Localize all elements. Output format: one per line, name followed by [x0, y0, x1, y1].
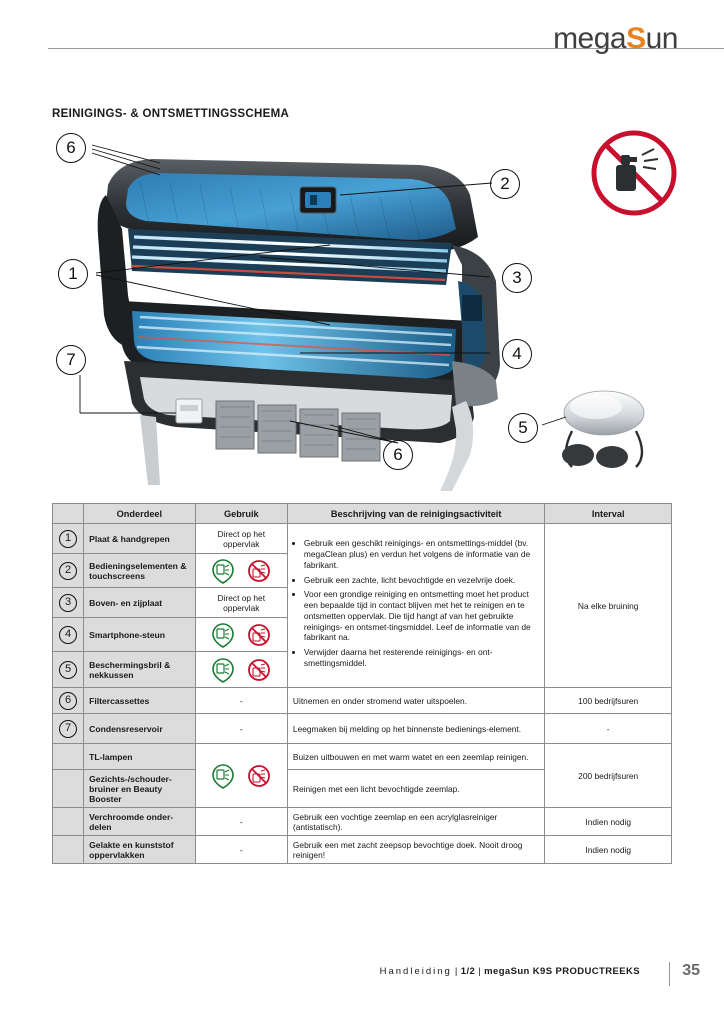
footer-divider [669, 962, 670, 986]
sunbed-illustration [0, 125, 724, 495]
row-number-cell [53, 588, 84, 618]
row-use: Direct op het oppervlak [195, 524, 287, 554]
row-use: Direct op het oppervlak [195, 588, 287, 618]
row-description: Gebruik een met zacht zeepsop bevochtige doek. Nooit droog reinigen! [287, 836, 544, 864]
table-body [53, 524, 672, 864]
th-part: Onderdeel [84, 504, 196, 524]
page-header [0, 0, 724, 70]
footer-caption [380, 966, 640, 977]
row-number-cell [53, 652, 84, 688]
callout-5: 5 [508, 413, 538, 443]
spray-forbidden-icon [244, 763, 274, 789]
footer-version: 1/2 [460, 966, 476, 977]
page-number: 35 [682, 962, 700, 979]
description-bullet-list [293, 538, 539, 668]
table-row [53, 714, 672, 744]
spray-forbidden-icon [244, 622, 274, 648]
row-use: - [195, 688, 287, 714]
cloth-allowed-icon [208, 558, 238, 584]
callout-6-top: 6 [56, 133, 86, 163]
row-number-cell [53, 618, 84, 652]
no-spray-icon [586, 125, 682, 221]
row-part-name: Bedieningselementen & touchscreens [84, 554, 196, 588]
footer-sep-1: | [454, 966, 458, 977]
spray-forbidden-icon [244, 657, 274, 683]
megasun-logo [553, 22, 678, 56]
row-description: Gebruik een vochtige zeemlap en een acrylglasreiniger (antistatisch). [287, 808, 544, 836]
merged-interval-cell: Na elke bruining [545, 524, 672, 688]
callout-6-bottom: 6 [383, 440, 413, 470]
row-number-cell [53, 770, 84, 808]
description-bullet: • Gebruik een geschikt reinigings- en ontsmettings-middel (bv. megaClean plus) en verdun het volgens de informatie van de fabrikant. [304, 538, 539, 570]
footer-product: megaSun K9S PRODUCTREEKS [484, 966, 640, 977]
table-row [53, 524, 672, 554]
logo-s-text: S [626, 22, 646, 55]
callout-3: 3 [502, 263, 532, 293]
description-bullet: • Voor een grondige reiniging en ontsmetting moet het product een bepaalde tijd in contact blijven met het te reinigen en te ontsmetten oppervlak. Die tijd hangt af van het gebruikte reinigings- en ontsmet-tingsmiddel. Leef de informatie van de fabrikant na. [304, 589, 539, 643]
th-interval: Interval [545, 504, 672, 524]
th-number [53, 504, 84, 524]
page-title: REINIGINGS- & ONTSMETTINGSSCHEMA [52, 108, 290, 120]
description-bullet: • Verwijder daarna het resterende reinigings- en ont-smettingsmiddel. [304, 647, 539, 669]
row-number-badge: 6 [59, 692, 77, 710]
row-use: - [195, 836, 287, 864]
logo-mega-text: mega [553, 22, 627, 55]
row-number-badge: 1 [59, 530, 77, 548]
cloth-allowed-icon [208, 622, 238, 648]
row-use-pictograms [195, 618, 287, 652]
row-interval: 200 bedrijfsuren [545, 744, 672, 808]
row-use: - [195, 808, 287, 836]
row-number-cell [53, 836, 84, 864]
row-number-badge: 2 [59, 562, 77, 580]
row-part-name: Filtercassettes [84, 688, 196, 714]
footer-sep-2: | [478, 966, 482, 977]
row-description: Uitnemen en onder stromend water uitspoelen. [287, 688, 544, 714]
footer-manual-label: Handleiding [379, 966, 452, 977]
table-row [53, 808, 672, 836]
callout-2: 2 [490, 169, 520, 199]
row-part-name: Gezichts-/schouder-bruiner en Beauty Booster [84, 770, 196, 808]
row-use: - [195, 714, 287, 744]
row-description: Leegmaken bij melding op het binnenste bedienings-element. [287, 714, 544, 744]
row-interval: - [545, 714, 672, 744]
cloth-allowed-icon [208, 657, 238, 683]
table-row [53, 744, 672, 770]
row-part-name: Gelakte en kunststof oppervlakken [84, 836, 196, 864]
row-number-badge: 3 [59, 594, 77, 612]
callout-1: 1 [58, 259, 88, 289]
cloth-allowed-icon [208, 763, 238, 789]
row-use-pictograms [195, 652, 287, 688]
th-use: Gebruik [195, 504, 287, 524]
spray-forbidden-icon [244, 558, 274, 584]
row-description: Buizen uitbouwen en met warm watet en een zeemlap reinigen. [287, 744, 544, 770]
row-interval: 100 bedrijfsuren [545, 688, 672, 714]
row-part-name: Verchroomde onder-delen [84, 808, 196, 836]
row-part-name: TL-lampen [84, 744, 196, 770]
row-number-cell [53, 714, 84, 744]
row-number-cell [53, 808, 84, 836]
logo-un-text: un [645, 22, 678, 55]
row-number-badge: 7 [59, 720, 77, 738]
table-row [53, 688, 672, 714]
description-bullet: • Gebruik een zachte, licht bevochtigde en vezelvrije doek. [304, 575, 539, 586]
row-number-badge: 5 [59, 661, 77, 679]
row-description: Reinigen met een licht bevochtigde zeemlap. [287, 770, 544, 808]
row-number-cell [53, 524, 84, 554]
row-part-name: Smartphone-steun [84, 618, 196, 652]
page-footer [0, 962, 724, 988]
row-part-name: Beschermingsbril & nekkussen [84, 652, 196, 688]
row-part-name: Condensreservoir [84, 714, 196, 744]
table-header-row [53, 504, 672, 524]
row-number-cell [53, 554, 84, 588]
row-interval: Indien nodig [545, 808, 672, 836]
merged-description-cell [287, 524, 544, 688]
row-interval: Indien nodig [545, 836, 672, 864]
cleaning-schedule-table [52, 503, 672, 864]
row-part-name: Boven- en zijplaat [84, 588, 196, 618]
row-number-cell [53, 688, 84, 714]
callout-7: 7 [56, 345, 86, 375]
table-row [53, 836, 672, 864]
row-number-badge: 4 [59, 626, 77, 644]
table-head [53, 504, 672, 524]
row-use-pictograms [195, 744, 287, 808]
row-use-pictograms [195, 554, 287, 588]
row-number-cell [53, 744, 84, 770]
th-description: Beschrijving van de reinigingsactiviteit [287, 504, 544, 524]
row-part-name: Plaat & handgrepen [84, 524, 196, 554]
callout-4: 4 [502, 339, 532, 369]
